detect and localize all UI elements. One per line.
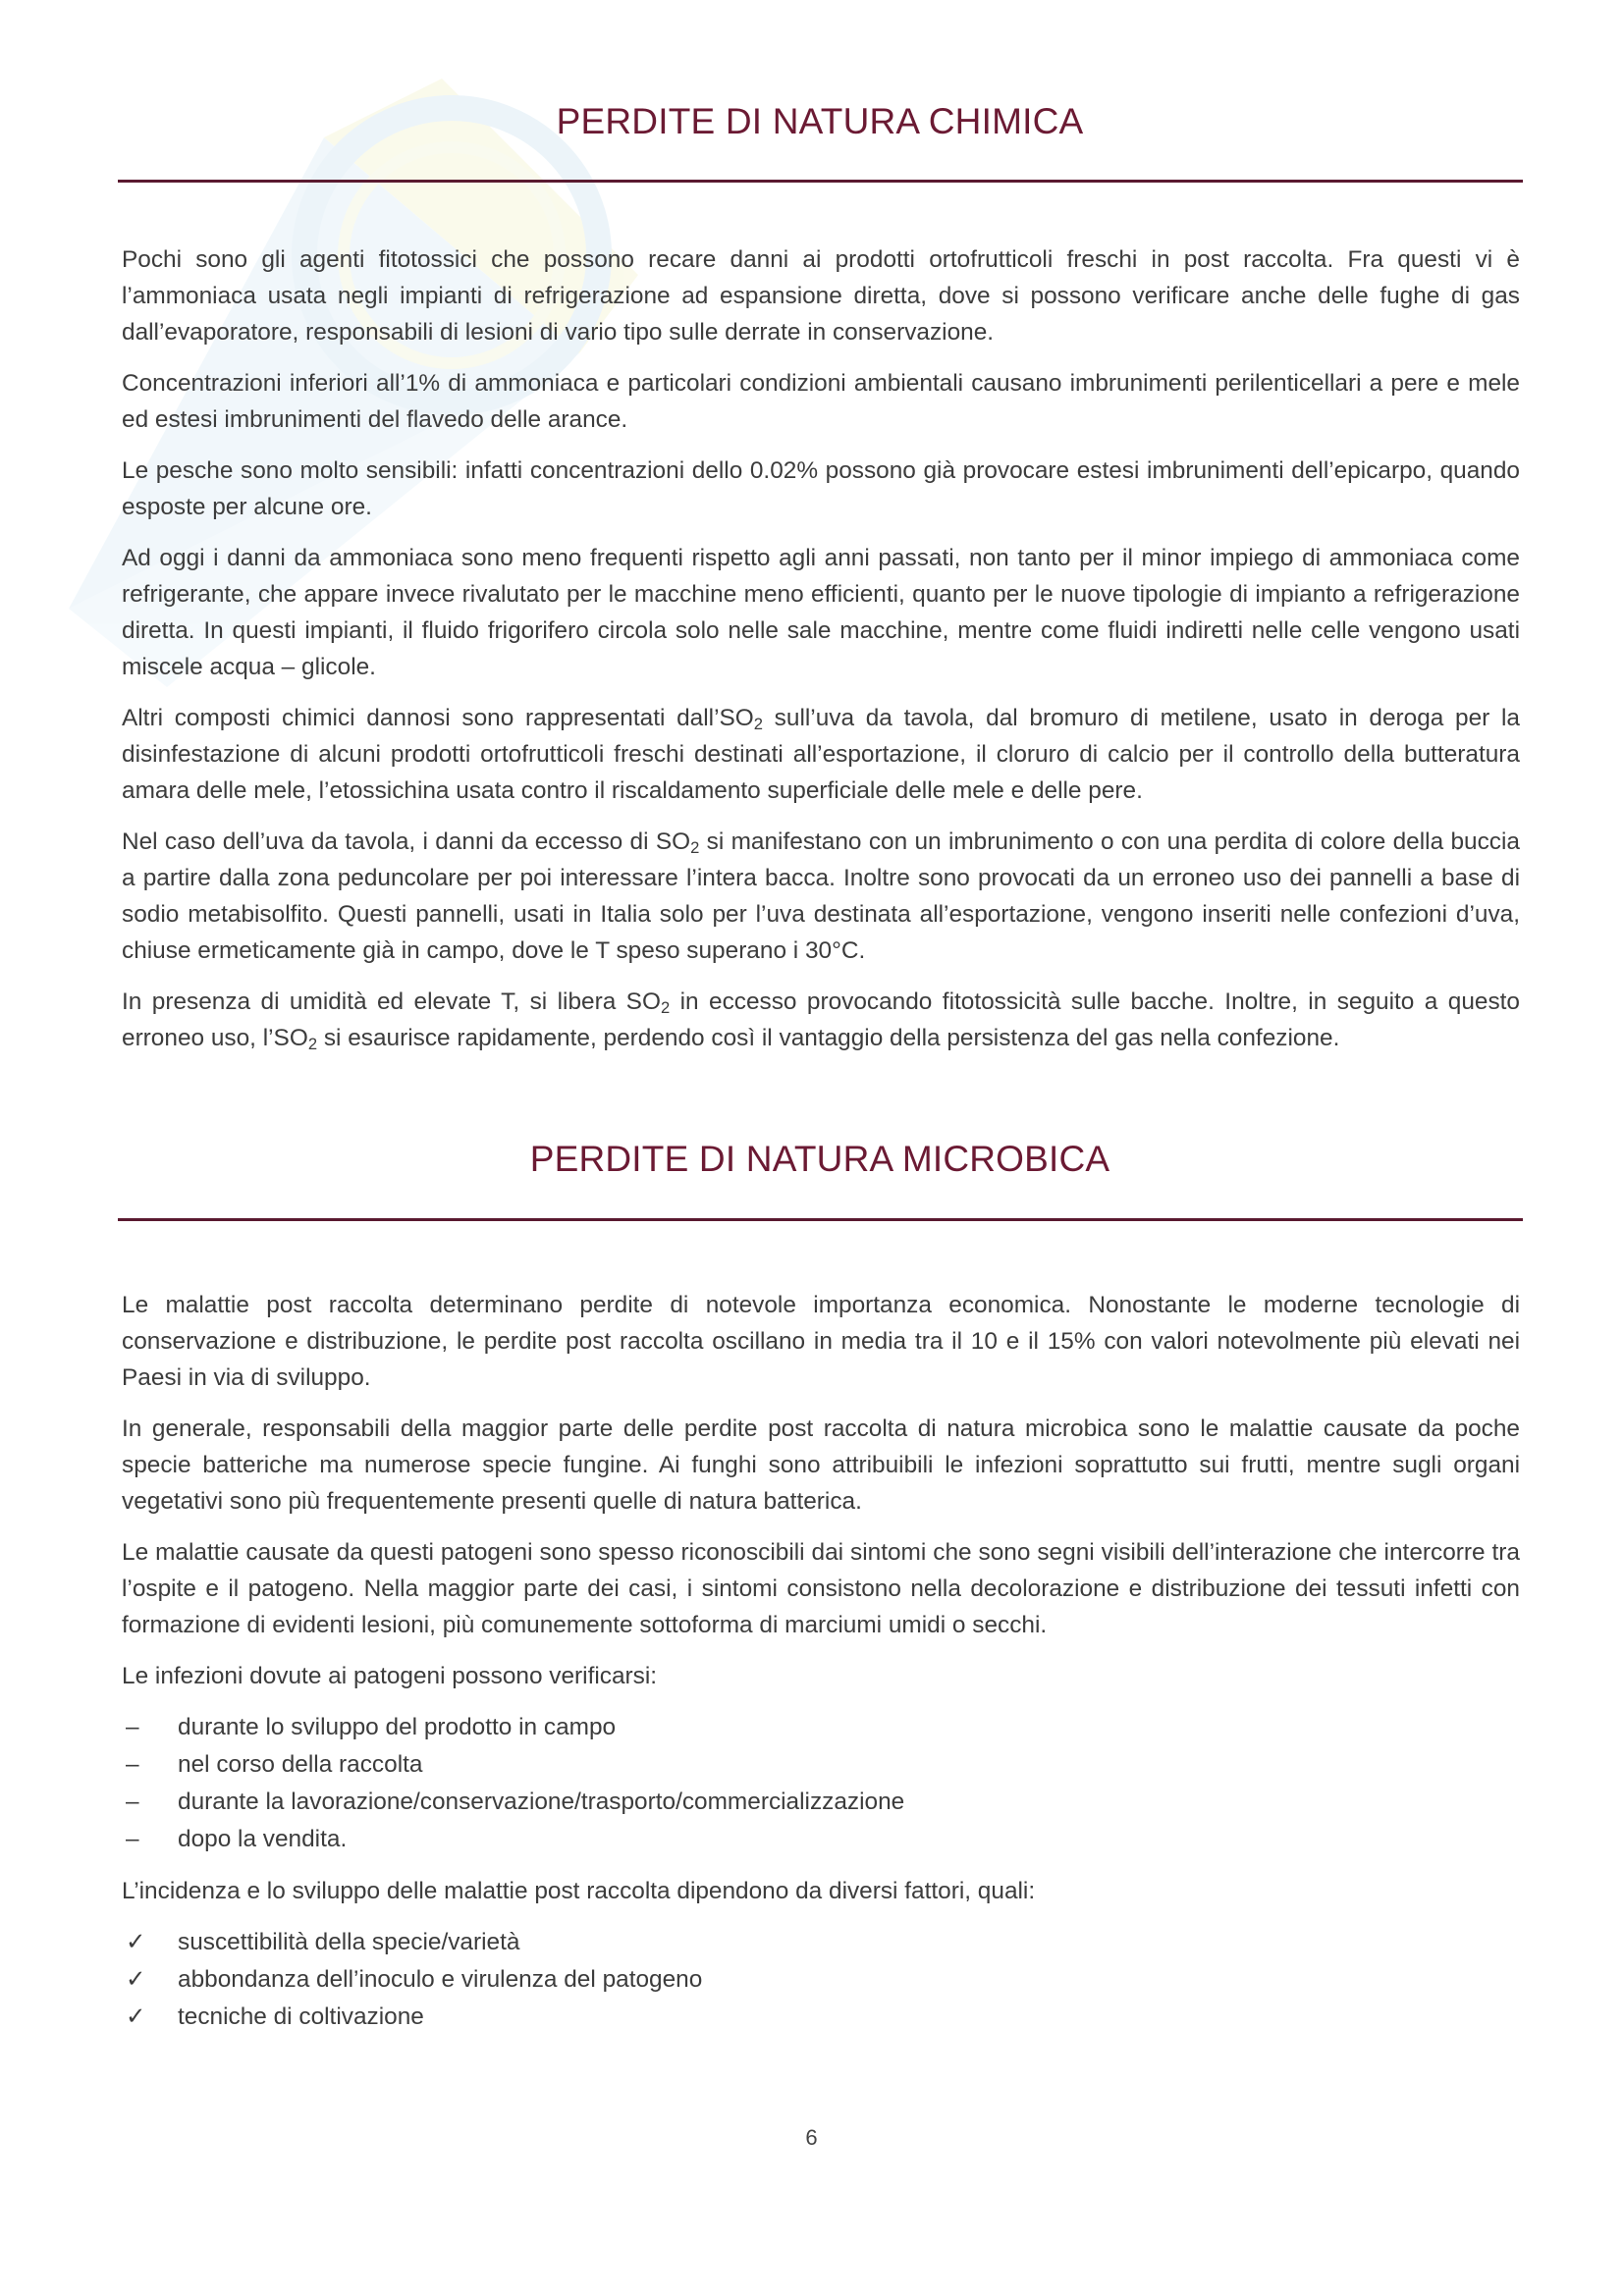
dash-marker: – [126, 1751, 139, 1778]
paragraph: In generale, responsabili della maggior parte delle perdite post raccolta di natura microbica sono le malattie causate da poche specie batteriche ma numerose specie fungine. Ai funghi sono attribuibili le infezioni soprattutto sui frutti, mentre sugli organi vegetativi sono più frequentemente presenti quelle di natura batterica. [122, 1415, 1520, 1515]
paragraph: Pochi sono gli agenti fitotossici che possono recare danni ai prodotti ortofrutticoli freschi in post raccolta. Fra questi vi è l’ammoniaca usata negli impianti di refrigerazione ad espansione diretta, dove si possono verificare anche delle fughe di gas dall’evaporatore, responsabili di lesioni di vario tipo sulle derrate in conservazione. [122, 246, 1520, 346]
list-item [122, 1924, 1520, 1961]
paragraph: L’incidenza e lo sviluppo delle malattie post raccolta dipendono da diversi fattori, quali: [122, 1878, 1036, 1904]
section-body-chimica [122, 241, 1520, 1071]
section-title-microbica: PERDITE DI NATURA MICROBICA [529, 1139, 1110, 1179]
list-item [122, 1999, 1520, 2036]
paragraph: Ad oggi i danni da ammoniaca sono meno frequenti rispetto agli anni passati, non tanto per il minor impiego di ammoniaca come refrigerante, che appare invece rivalutato per le macchine meno efficienti, quanto per le nuove tipologie di impianto a refrigerazione diretta. In questi impianti, il fluido frigorifero circola solo nelle sale macchine, mentre come fluidi indiretti nelle celle vengono usati miscele acqua – glicole. [122, 545, 1520, 680]
list-item [122, 1961, 1520, 1999]
paragraph: Concentrazioni inferiori all’1% di ammoniaca e particolari condizioni ambientali causano imbrunimenti perilenticellari a pere e mele ed estesi imbrunimenti del flavedo delle arance. [122, 370, 1520, 433]
section-body-microbica [122, 1287, 1520, 2051]
dash-marker: – [126, 1826, 139, 1852]
paragraph [122, 984, 1520, 1056]
paragraph: Le malattie causate da questi patogeni sono spesso riconoscibili dai sintomi che sono segni visibili dell’interazione che intercorre tra l’ospite e il patogeno. Nella maggior parte dei casi, i sintomi consistono nella decolorazione e distribuzione dei tessuti infetti con formazione di evidenti lesioni, più comunemente sottoforma di marciumi umidi o secchi. [122, 1539, 1520, 1638]
subscript: 2 [690, 838, 700, 858]
title-divider [118, 180, 1523, 183]
list-item-text: durante la lavorazione/conservazione/trasporto/commercializzazione [178, 1789, 905, 1815]
paragraph: Le pesche sono molto sensibili: infatti concentrazioni dello 0.02% possono già provocare estesi imbrunimenti dell’epicarpo, quando esposte per alcune ore. [122, 457, 1520, 520]
text-run: si manifestano con un imbrunimento o con una perdita di colore della buccia a partire dalla zona peduncolare per poi interessare l’intera bacca. Inoltre sono provocati da un erroneo uso dei pannelli a base di sodio metabisolfito. Questi pannelli, usati in Italia solo per l’uva destinata all’esportazione, vengono inseriti nelle confezioni d’uva, chiuse ermeticamente già in campo, dove le T speso superano i 30°C. [122, 828, 1520, 964]
check-list [122, 1924, 1520, 2036]
list-item-text: dopo la vendita. [178, 1826, 348, 1852]
list-item [122, 1784, 1520, 1821]
dash-marker: – [126, 1789, 139, 1815]
text-run: sull’uva da tavola, dal bromuro di metilene, usato in deroga per la disinfestazione di alcuni prodotti ortofrutticoli freschi destinati all’esportazione, il cloruro di calcio per il controllo della butteratura amara delle mele, l’etossichina usata contro il riscaldamento superficiale delle mele e delle pere. [122, 705, 1520, 804]
text-run: Nel caso dell’uva da tavola, i danni da eccesso di SO [122, 828, 691, 855]
list-item [122, 1821, 1520, 1858]
paragraph [122, 700, 1520, 809]
dash-list [122, 1709, 1520, 1858]
page-number: 6 [805, 2125, 818, 2150]
paragraph [122, 824, 1520, 969]
text-run: In presenza di umidità ed elevate T, si libera SO [122, 988, 661, 1015]
checkmark-icon: ✓ [126, 1966, 146, 1993]
subscript: 2 [307, 1035, 318, 1054]
list-item-text: abbondanza dell’inoculo e virulenza del patogeno [178, 1966, 703, 1993]
checkmark-icon: ✓ [126, 2003, 146, 2030]
list-item-text: tecniche di coltivazione [178, 2003, 424, 2030]
subscript: 2 [753, 715, 763, 734]
section-title-chimica: PERDITE DI NATURA CHIMICA [556, 101, 1084, 141]
list-item [122, 1709, 1520, 1746]
text-run: Altri composti chimici dannosi sono rappresentati dall’SO [122, 705, 754, 731]
list-item-text: nel corso della raccolta [178, 1751, 423, 1778]
list-item-text: durante lo sviluppo del prodotto in campo [178, 1714, 617, 1740]
text-run: in eccesso provocando fitotossicità sulle bacche. Inoltre, in seguito a questo erroneo uso, l’SO [122, 988, 1520, 1051]
title-divider [118, 1218, 1523, 1221]
checkmark-icon: ✓ [126, 1929, 146, 1955]
dash-marker: – [126, 1714, 139, 1740]
list-item [122, 1746, 1520, 1784]
paragraph: Le malattie post raccolta determinano perdite di notevole importanza economica. Nonostante le moderne tecnologie di conservazione e distribuzione, le perdite post raccolta oscillano in media tra il 10 e il 15% con valori notevolmente più elevati nei Paesi in via di sviluppo. [122, 1292, 1520, 1391]
subscript: 2 [660, 998, 671, 1018]
paragraph: Le infezioni dovute ai patogeni possono verificarsi: [122, 1663, 658, 1689]
list-item-text: suscettibilità della specie/varietà [178, 1929, 520, 1955]
text-run: si esaurisce rapidamente, perdendo così il vantaggio della persistenza del gas nella confezione. [317, 1025, 1340, 1051]
